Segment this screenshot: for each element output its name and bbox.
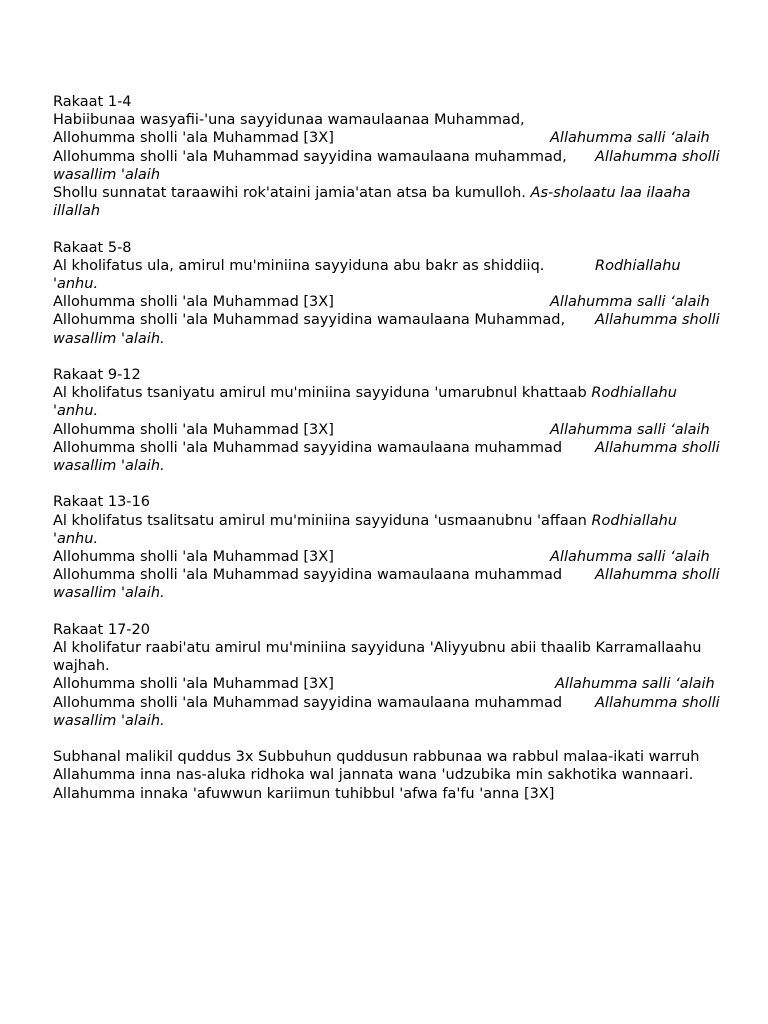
section-heading: Rakaat 5-8 [53, 239, 132, 256]
intro-continuation: 'anhu. [53, 403, 99, 420]
intro-line [53, 384, 733, 402]
intro-line: Habiibunaa wasyafii-'una sayyidunaa wamaulaanaa Muhammad, [53, 112, 525, 129]
sholawat-3x-line [53, 548, 733, 566]
section-rakaat-17-20 [53, 621, 733, 730]
section-rakaat-13-16 [53, 493, 733, 602]
sholawat-3x-line [53, 129, 733, 147]
section-rakaat-5-8 [53, 239, 733, 348]
closing-prayer-line: Allahumma inna nas-aluka ridhoka wal jannata wana 'udzubika min sakhotika wannaari. [53, 767, 694, 784]
closing-prayer-line: Allahumma innaka 'afuwwun kariimun tuhibbul 'afwa fa'fu 'anna [3X] [53, 785, 555, 802]
intro-continuation: wajhah. [53, 658, 110, 675]
response-continuation: wasallim 'alaih. [53, 585, 165, 602]
sholawat-full-text: Allohumma sholli 'ala Muhammad sayyidina wamaulaana muhammad [53, 567, 563, 584]
sholawat-3x-line [53, 293, 733, 311]
section-closing-prayers [53, 748, 733, 803]
intro-text: Al kholifatus ula, amirul mu'miniina sayyiduna abu bakr as shiddiiq. [53, 257, 545, 274]
sholawat-3x-text: Allohumma sholli 'ala Muhammad [3X] [53, 549, 334, 566]
sholawat-3x-text: Allohumma sholli 'ala Muhammad [3X] [53, 294, 334, 311]
closing-continuation: illallah [53, 203, 101, 220]
section-heading: Rakaat 17-20 [53, 621, 150, 638]
closing-text: Shollu sunnatat taraawihi rok'ataini jamia'atan atsa ba kumulloh. [53, 185, 526, 202]
intro-continuation: 'anhu. [53, 276, 99, 293]
response-salli: Allahumma salli ‘alaih [550, 421, 710, 438]
sholawat-3x-text: Allohumma sholli 'ala Muhammad [3X] [53, 676, 334, 693]
sholawat-full-text: Allohumma sholli 'ala Muhammad sayyidina wamaulaana muhammad [53, 439, 563, 456]
response-continuation: wasallim 'alaih. [53, 458, 165, 475]
section-rakaat-9-12 [53, 366, 733, 475]
sholawat-full-line [53, 311, 733, 329]
sholawat-full-line [53, 566, 733, 584]
sholawat-full-text: Allohumma sholli 'ala Muhammad sayyidina wamaulaana muhammad [53, 694, 563, 711]
closing-line [53, 184, 733, 202]
response-sholli: Allahumma sholli [595, 694, 720, 711]
response-continuation: wasallim 'alaih [53, 166, 161, 183]
section-rakaat-1-4 [53, 93, 733, 220]
intro-response: Rodhiallahu [591, 512, 678, 529]
intro-line: Al kholifatur raabi'atu amirul mu'miniina sayyiduna 'Aliyyubnu abii thaalib Karramallaahu [53, 640, 702, 657]
document-body [53, 93, 733, 821]
intro-response: Rodhiallahu [595, 257, 681, 274]
response-continuation: wasallim 'alaih. [53, 330, 165, 347]
closing-prayer-line: Subhanal malikil quddus 3x Subbuhun quddusun rabbunaa wa rabbul malaa-ikati warruh [53, 749, 700, 766]
response-sholli: Allahumma sholli [595, 567, 720, 584]
sholawat-3x-line [53, 675, 733, 693]
intro-continuation: 'anhu. [53, 530, 99, 547]
section-heading: Rakaat 1-4 [53, 94, 132, 110]
sholawat-3x-text: Allohumma sholli 'ala Muhammad [3X] [53, 421, 334, 438]
intro-line [53, 512, 733, 530]
sholawat-3x-text: Allohumma sholli 'ala Muhammad [3X] [53, 130, 334, 147]
response-salli: Allahumma salli ‘alaih [550, 549, 710, 566]
response-salli: Allahumma salli ‘alaih [550, 130, 710, 147]
response-sholli: Allahumma sholli [595, 148, 720, 165]
sholawat-3x-line [53, 421, 733, 439]
response-sholli: Allahumma sholli [595, 312, 720, 329]
sholawat-full-line [53, 148, 733, 166]
response-continuation: wasallim 'alaih. [53, 712, 165, 729]
response-salli: Allahumma salli ‘alaih [555, 676, 715, 693]
closing-response: As-sholaatu laa ilaaha [530, 185, 691, 202]
intro-text: Al kholifatus tsalitsatu amirul mu'miniina sayyiduna 'usmaanubnu 'affaan [53, 512, 587, 529]
response-salli: Allahumma salli ‘alaih [550, 294, 710, 311]
intro-response: Rodhiallahu [591, 385, 677, 402]
sholawat-full-line [53, 439, 733, 457]
intro-line [53, 257, 733, 275]
response-sholli: Allahumma sholli [595, 439, 720, 456]
section-heading: Rakaat 13-16 [53, 494, 150, 511]
section-heading: Rakaat 9-12 [53, 367, 141, 384]
intro-text: Al kholifatus tsaniyatu amirul mu'miniina sayyiduna 'umarubnul khattaab [53, 385, 587, 402]
sholawat-full-text: Allohumma sholli 'ala Muhammad sayyidina wamaulaana Muhammad, [53, 312, 566, 329]
sholawat-full-text: Allohumma sholli 'ala Muhammad sayyidina wamaulaana muhammad, [53, 148, 567, 165]
sholawat-full-line [53, 694, 733, 712]
